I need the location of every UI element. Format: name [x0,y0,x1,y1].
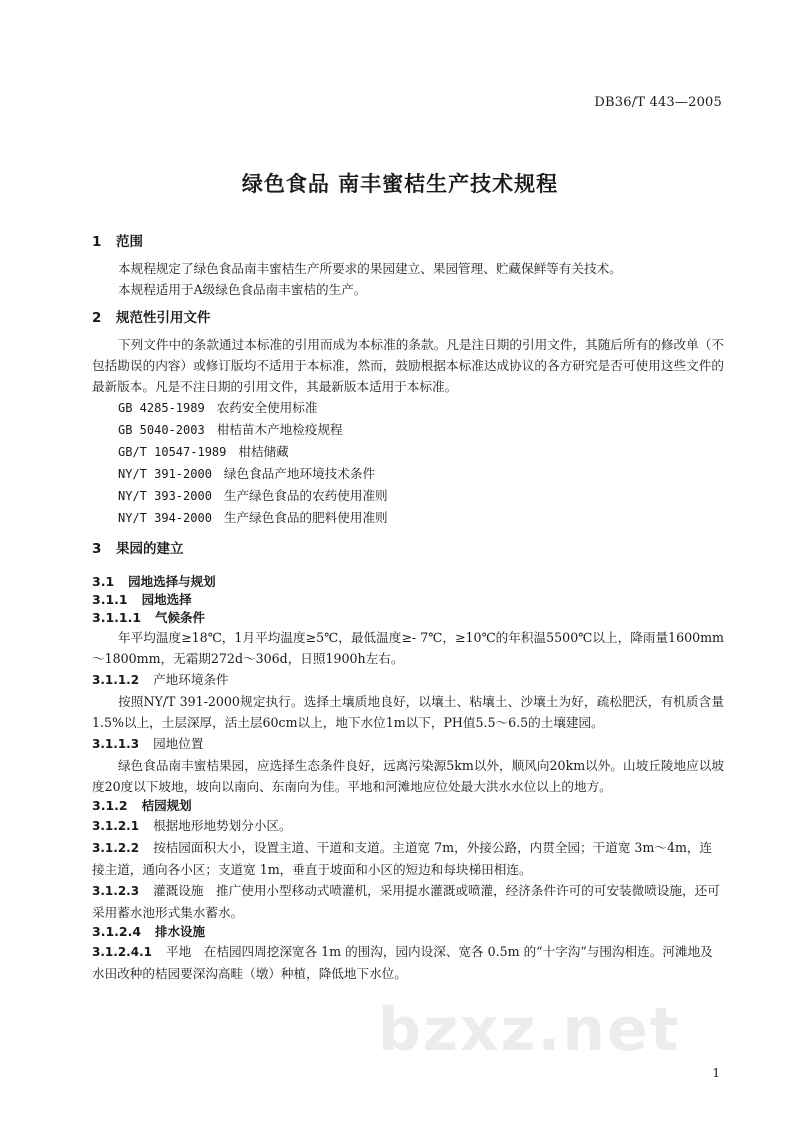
clause: 3.1.2.3 灌溉设施 推广使用小型移动式喷灌机，采用提水灌溉或喷灌，经济条件许可的可安装微喷设施，还可采用蓄水池形式集水蓄水。 [92,883,720,920]
paragraph: 按照NY/T 391-2000规定执行。选择土壤质地良好，以壤土、粘壤土、沙壤土为好，疏松肥沃，有机质含量1.5%以上，土层深厚，活土层60cm以上，地下水位1m以下，PH值5.5～6.5的土壤建园。 [92,694,724,730]
paragraph: 绿色食品南丰蜜桔果园，应选择生态条件良好，远离污染源5km以外，顺风向20km以外。山坡丘陵地应以坡度20度以下坡地，坡向以南向、东南向为佳。平地和河滩地应位处最大洪水水位以上的地方。 [92,758,724,794]
standard-number: DB36/T 443—2005 [594,95,722,110]
reference-item: NY/T 391-2000 绿色食品产地环境技术条件 [118,466,376,481]
clause-heading: 3.1.1.2 产地环境条件 [92,672,229,687]
clause-heading: 3.1.1.3 园地位置 [92,736,204,751]
paragraph: 本规程规定了绿色食品南丰蜜桔生产所要求的果园建立、果园管理、贮藏保鲜等有关技术。 [118,261,622,276]
section-heading: 3 果园的建立 [92,541,184,557]
section-heading: 2 规范性引用文件 [92,310,211,326]
subsection-heading: 3.1 园地选择与规划 [92,574,216,589]
reference-item: GB 5040-2003 柑桔苗木产地检疫规程 [118,422,343,437]
subsection-heading: 3.1.2.4 排水设施 [92,924,206,939]
subsection-heading: 3.1.1 园地选择 [92,592,192,607]
clause: 3.1.2.4.1 平地 在桔园四周挖深宽各 1m 的围沟，园内设深、宽各 0.5m 的“十字沟”与围沟相连。河滩地及水田改种的桔园要深沟高畦（墩）种植，降低地下水位。 [92,944,713,981]
paragraph: 年平均温度≥18℃，1月平均温度≥5℃，最低温度≥- 7℃，≥10℃的年积温5500℃以上，降雨量1600mm～1800mm，无霜期272d～306d，日照1900h左右。 [92,630,724,666]
subsection-heading: 3.1.2 桔园规划 [92,798,192,813]
section-heading: 1 范围 [92,234,143,250]
subsection-heading: 3.1.1.1 气候条件 [92,610,206,625]
paragraph: 本规程适用于A级绿色食品南丰蜜桔的生产。 [118,282,367,297]
reference-item: GB/T 10547-1989 柑桔储藏 [118,444,289,459]
watermark: bzxz.net [378,995,681,1065]
page-number: 1 [712,1066,720,1080]
reference-item: GB 4285-1989 农药安全使用标准 [118,400,318,415]
clause: 3.1.2.1 根据地形地势划分小区。 [92,818,292,833]
clause: 3.1.2.2 按桔园面积大小，设置主道、干道和支道。主道宽 7m，外接公路，内贯全园；干道宽 3m～4m，连接主道，通向各小区；支道宽 1m，垂直于坡面和小区的短边和每块梯田相连。 [92,840,713,877]
reference-item: NY/T 394-2000 生产绿色食品的肥料使用准则 [118,510,388,525]
document-title: 绿色食品 南丰蜜桔生产技术规程 [241,172,559,196]
paragraph: 下列文件中的条款通过本标准的引用而成为本标准的条款。凡是注日期的引用文件，其随后所有的修改单（不包括勘误的内容）或修订版均不适用于本标准，然而，鼓励根据本标准达成协议的各方研究是否可使用这些文件的最新版本。凡是不注日期的引用文件，其最新版本适用于本标准。 [92,337,724,394]
reference-item: NY/T 393-2000 生产绿色食品的农药使用准则 [118,488,388,503]
document-body [92,232,724,984]
